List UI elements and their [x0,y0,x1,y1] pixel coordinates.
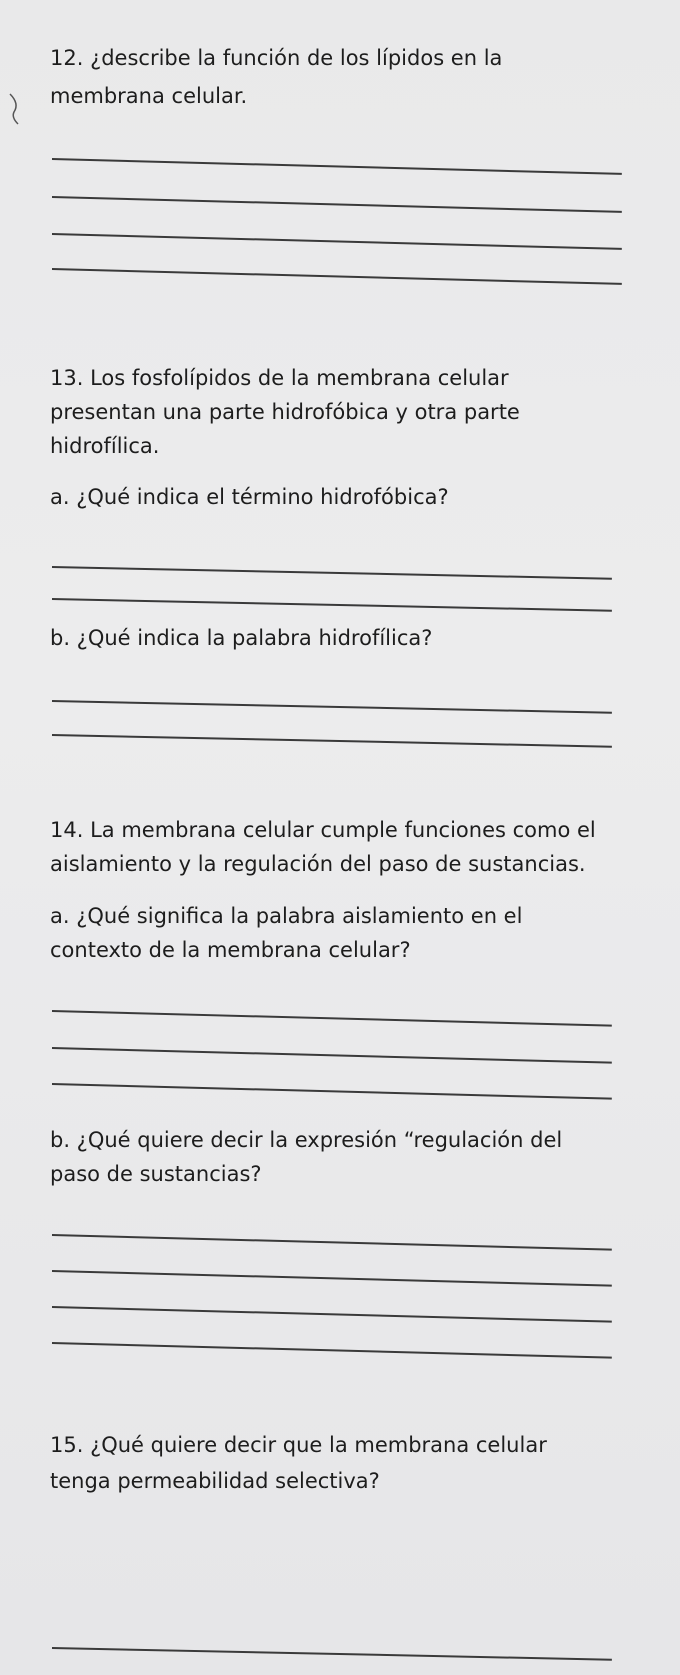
answer-line[interactable] [52,700,612,714]
answer-line[interactable] [52,1010,612,1027]
q13-text-line2: presentan una parte hidrofóbica y otra parte [50,400,520,424]
q14-text-line1: 14. La membrana celular cumple funciones como el [50,818,596,842]
answer-line[interactable] [52,1270,612,1287]
margin-pen-mark [8,92,22,126]
answer-line[interactable] [52,734,612,748]
answer-line[interactable] [52,1342,612,1359]
q14b-question-line2: paso de sustancias? [50,1162,262,1186]
q13a-question: a. ¿Qué indica el término hidrofóbica? [50,485,449,509]
answer-line[interactable] [52,196,622,213]
q15-text-line2: tenga permeabilidad selectiva? [50,1469,380,1493]
q13b-question: b. ¿Qué indica la palabra hidrofílica? [50,626,433,650]
answer-line[interactable] [52,566,612,580]
q14b-question-line1: b. ¿Qué quiere decir la expresión “regulación del [50,1128,563,1152]
answer-line[interactable] [52,1083,612,1100]
q14a-question-line1: a. ¿Qué significa la palabra aislamiento en el [50,904,523,928]
answer-line[interactable] [52,1047,612,1064]
q12-text-line2: membrana celular. [50,84,248,108]
answer-line[interactable] [52,1647,612,1661]
q15-text-line1: 15. ¿Qué quiere decir que la membrana celular [50,1433,547,1457]
answer-line[interactable] [52,233,622,250]
q14a-question-line2: contexto de la membrana celular? [50,938,411,962]
answer-line[interactable] [52,1306,612,1323]
q13-text-line1: 13. Los fosfolípidos de la membrana celular [50,366,509,390]
answer-line[interactable] [52,1234,612,1251]
answer-line[interactable] [52,598,612,612]
answer-line[interactable] [52,268,622,285]
answer-line[interactable] [52,158,622,175]
q12-text-line1: 12. ¿describe la función de los lípidos en la [50,46,503,70]
q13-text-line3: hidrofílica. [50,434,160,458]
q14-text-line2: aislamiento y la regulación del paso de sustancias. [50,852,586,876]
